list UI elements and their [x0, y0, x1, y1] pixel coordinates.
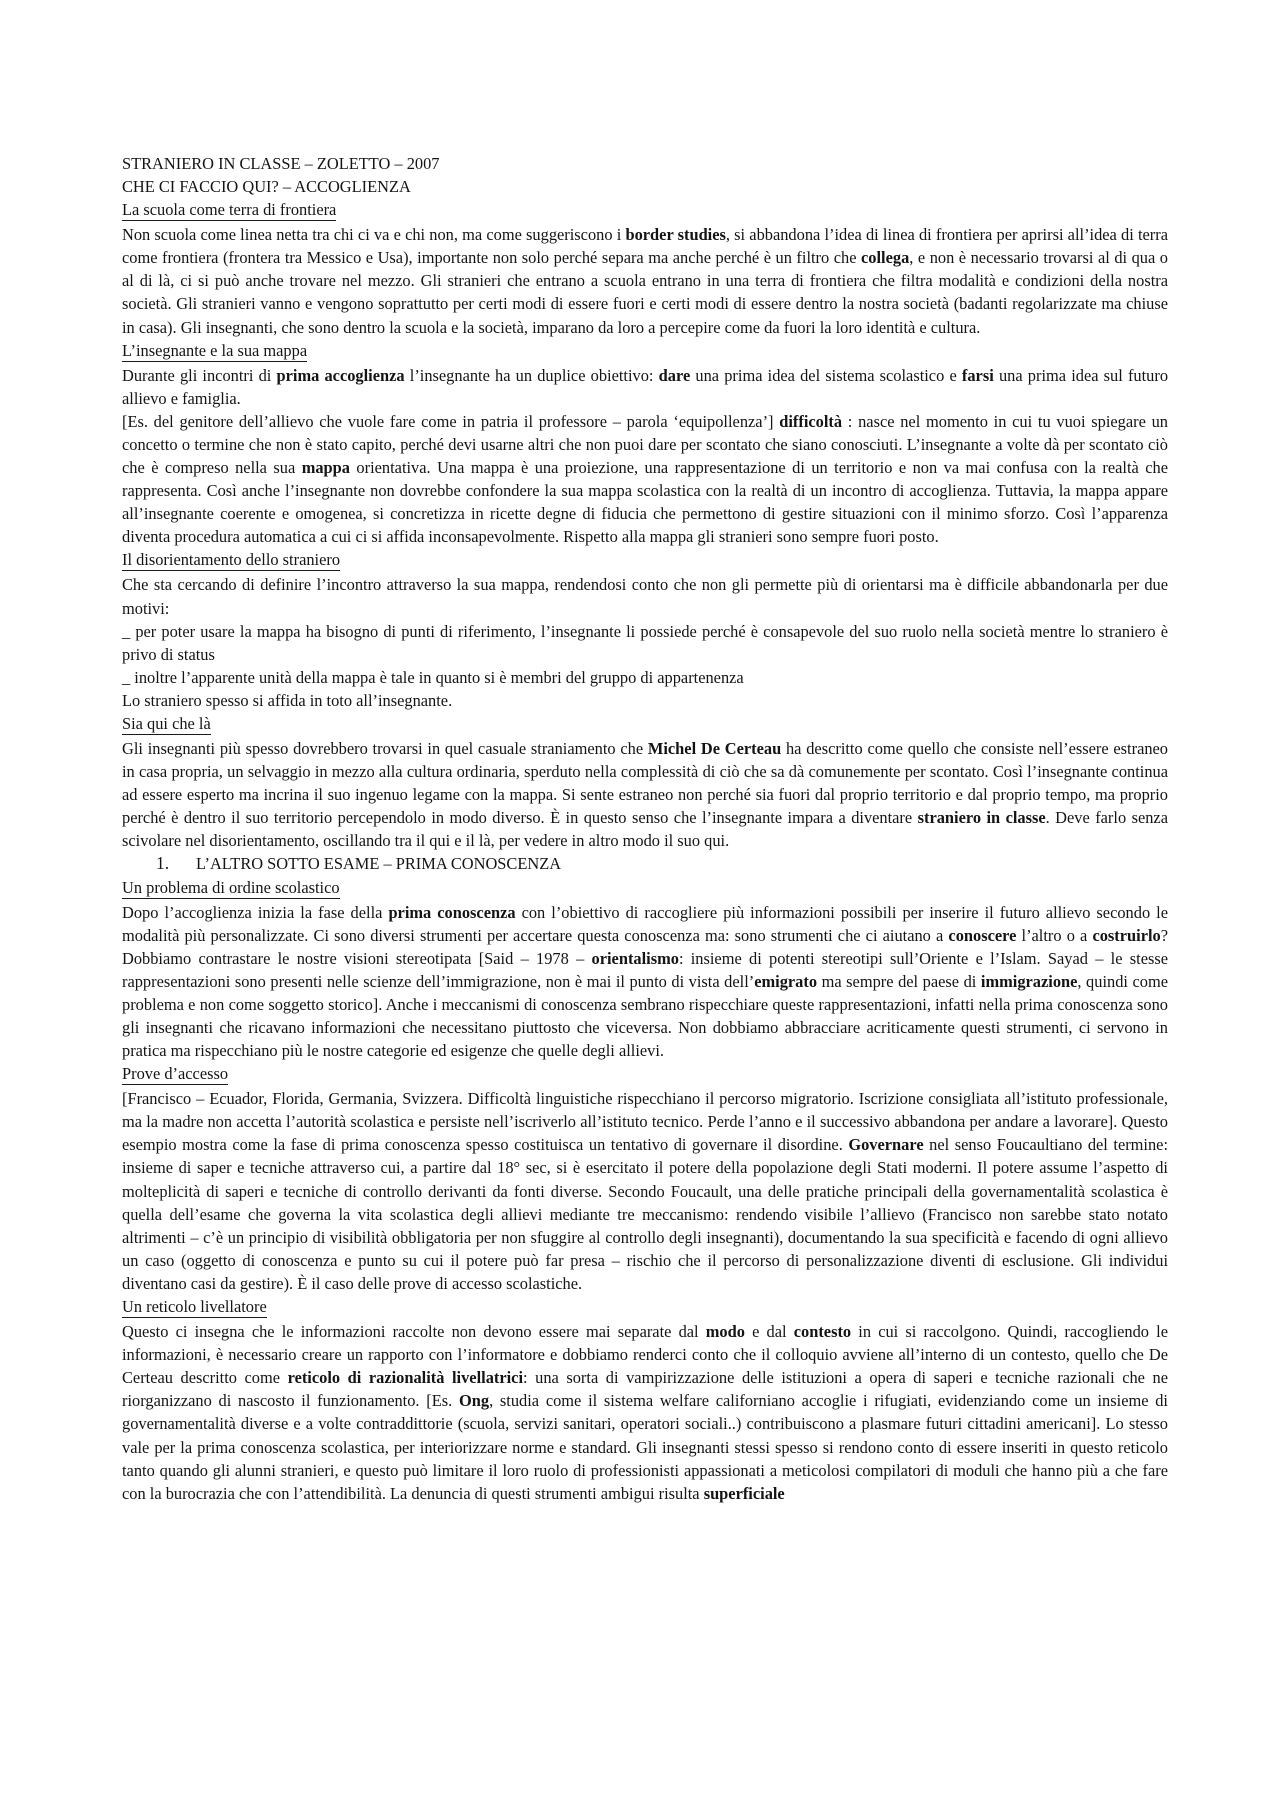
bold-term: prima accoglienza [276, 365, 405, 385]
body-paragraph: [Es. del genitore dell’allievo che vuole fare come in patria il professore – parola ‘equipollenza’] difficoltà : nasce nel momento in cui tu vuoi spiegare un concetto o termine che non è stato capito, perché devi usarne altri che non puoi dare per scontato che siano conosciuti. L’insegnante a volte dà per scontato ciò che è compreso nella sua mappa orientativa. Una mappa è una proiezione, una rappresentazione di un territorio e non va mai confusa con la realtà che rappresenta. Così anche l’insegnante non dovrebbe confondere la sua mappa scolastica con la realtà di un incontro di accoglienza. Tuttavia, la mappa appare all’insegnante coerente e omogenea, si concretizza in ricette degne di fiducia che permettono di gestire situazioni con il minimo sforzo. Così l’apparenza diventa procedura automatica a cui ci si affida inconsapevolmente. Rispetto alla mappa gli stranieri sono sempre fuori posto. [122, 411, 1169, 547]
document-body [122, 198, 1168, 1505]
section-heading-wrap [122, 198, 1168, 223]
section-heading: Sia qui che là [122, 713, 211, 733]
section-heading-wrap [122, 1295, 1168, 1320]
bold-term: costruirlo [1092, 925, 1161, 945]
body-paragraph: Dopo l’accoglienza inizia la fase della prima conoscenza con l’obiettivo di raccogliere più informazioni possibili per inserire il futuro allievo secondo le modalità più personalizzate. Ci sono diversi strumenti per accertare questa conoscenza ma: sono strumenti che ci aiutano a conoscere l’altro o a costruirlo? Dobbiamo contrastare le nostre visioni stereotipata [Said – 1978 – orientalismo: insieme di potenti stereotipi sull’Oriente e l’Islam. Sayad – le stesse rappresentazioni sono presenti nelle scienze dell’immigrazione, non è mai il punto di vista dell’emigrato ma sempre del paese di immigrazione, quindi come problema e non come soggetto storico]. Anche i meccanismi di conoscenza sembrano rispecchiare queste rappresentazioni, infatti nella prima conoscenza sono gli insegnanti che ricavano informazioni che necessitano piuttosto che viceversa. Non dobbiamo abbracciare acriticamente questi strumenti, ci servono in pratica ma rispecchiano più le nostre categorie ed esigenze che quelle degli allievi. [122, 902, 1169, 1061]
document-page [122, 152, 1168, 1505]
bold-term: dare [658, 365, 691, 385]
section-heading: Un problema di ordine scolastico [122, 877, 340, 897]
bold-term: orientalismo [591, 948, 679, 968]
bold-term: emigrato [754, 971, 818, 991]
section-heading-wrap [122, 876, 1168, 901]
body-paragraph: Questo ci insegna che le informazioni raccolte non devono essere mai separate dal modo e dal contesto in cui si raccolgono. Quindi, raccogliendo le informazioni, è necessario creare un rapporto con l’informatore e dobbiamo renderci conto che il colloquio avviene all’interno di un contesto, quello che De Certeau descritto come reticolo di razionalità livellatrici: una sorta di vampirizzazione delle istituzioni a opera di saperi e tecniche razionali che ne riorganizzano di nascosto il funzionamento. [Es. Ong, studia come il sistema welfare californiano accoglie i rifugiati, evidenziando come un insieme di governamentalità diverse e a volte contraddittorie (scuola, servizi sanitari, operatori sociali..) contribuiscono a plasmare futuri cittadini americani]. Lo stesso vale per la prima conoscenza scolastica, per interiorizzare norme e standard. Gli insegnanti stessi spesso si rendono conto di essere inseriti in questo reticolo tanto quando gli alunni stranieri, e questo può limitare il loro ruolo di professionisti appassionati a meticolosi compilatori di moduli che hanno più a che fare con la burocrazia che con l’attendibilità. La denuncia di questi strumenti ambigui risulta superficiale [122, 1322, 1168, 1503]
bold-term: Michel De Certeau [647, 738, 782, 758]
body-paragraph: Non scuola come linea netta tra chi ci va e chi non, ma come suggeriscono i border studies, si abbandona l’idea di linea di frontiera per aprirsi all’idea di terra come frontiera (frontera tra Messico e Usa), importante non solo perché separa ma anche perché è un filtro che collega, e non è necessario trovarsi al di qua o al di là, ci si può anche trovare nel mezzo. Gli stranieri che entrano a scuola entrano in una terra di frontiera che filtra modalità e condizioni della nostra società. Gli stranieri vanno e vengono soprattutto per certi modi di essere fuori e certi modi di essere dentro la nostra società (badanti regolarizzate ma chiuse in casa). Gli insegnanti, che sono dentro la scuola e la società, imparano da loro a percepire come da fuori la loro identità e cultura. [122, 225, 1168, 337]
bold-term: Ong [459, 1391, 490, 1411]
section-heading-wrap [122, 1062, 1168, 1087]
body-paragraph: Lo straniero spesso si affida in toto all’insegnante. [122, 690, 453, 710]
bold-term: modo [705, 1322, 745, 1342]
bold-term: difficoltà [779, 411, 843, 431]
body-paragraph: Durante gli incontri di prima accoglienza l’insegnante ha un duplice obiettivo: dare una prima idea del sistema scolastico e farsi una prima idea sul futuro allievo e famiglia. [122, 365, 1169, 408]
section-heading: L’insegnante e la sua mappa [122, 340, 308, 360]
bold-term: prima conoscenza [388, 902, 516, 922]
bold-term: straniero in classe [917, 808, 1046, 828]
section-heading-wrap [122, 548, 1168, 573]
section-heading: Il disorientamento dello straniero [122, 550, 341, 570]
section-heading: Un reticolo livellatore [122, 1297, 267, 1317]
body-paragraph: Gli insegnanti più spesso dovrebbero trovarsi in quel casuale straniamento che Michel De Certeau ha descritto come quello che consiste nell’essere estraneo in casa propria, un selvaggio in mezzo alla cultura ordinaria, sperduto nella complessità di ciò che sa dà comunemente per scontato. Così l’insegnante continua ad essere esperto ma incrina il suo ingenuo legame con la mappa. Si sente estraneo non perché sia fuori dal proprio territorio e dal proprio tempo, ma proprio perché è dentro il suo territorio percependolo in modo diverso. È in questo senso che l’insegnante impara a diventare straniero in classe. Deve farlo senza scivolare nel disorientamento, oscillando tra il qui e il là, per vedere in altro modo il suo qui. [122, 738, 1169, 851]
chapter-title: CHE CI FACCIO QUI? – ACCOGLIENZA [122, 177, 411, 197]
bold-term: superficiale [703, 1483, 785, 1503]
bold-term: farsi [961, 365, 994, 385]
section-heading-wrap [122, 712, 1168, 737]
bold-term: reticolo di razionalità livellatrici [287, 1368, 524, 1388]
chapter-heading-text: L’ALTRO SOTTO ESAME – PRIMA CONOSCENZA [196, 854, 562, 874]
body-paragraph: _ inoltre l’apparente unità della mappa è tale in quanto si è membri del gruppo di appartenenza [122, 667, 744, 687]
bold-term: border studies [625, 225, 726, 245]
body-paragraph: _ per poter usare la mappa ha bisogno di punti di riferimento, l’insegnante li possiede perché è consapevole del suo ruolo nella società mentre lo straniero è privo di status [122, 621, 1168, 664]
numbered-chapter-heading [122, 852, 1168, 875]
section-heading: Prove d’accesso [122, 1064, 229, 1084]
bold-term: collega [861, 248, 910, 268]
bold-term: mappa [301, 458, 350, 478]
body-paragraph: Che sta cercando di definire l’incontro attraverso la sua mappa, rendendosi conto che non gli permette più di orientarsi ma è difficile abbandonarla per due motivi: [122, 575, 1168, 618]
bold-term: immigrazione [980, 971, 1078, 991]
bold-term: conoscere [948, 925, 1017, 945]
bold-term: contesto [793, 1322, 852, 1342]
section-heading: La scuola come terra di frontiera [122, 200, 337, 220]
body-paragraph: [Francisco – Ecuador, Florida, Germania, Svizzera. Difficoltà linguistiche rispecchiano il percorso migratorio. Iscrizione consigliata all’istituto professionale, ma la madre non accetta l’autorità scolastica e persiste nell’iscriverlo all’istituto tecnico. Perde l’anno e il successivo abbandona per andare a lavorare]. Questo esempio mostra come la fase di prima conoscenza spesso costituisca un tentativo di governare il disordine. Governare nel senso Foucaultiano del termine: insieme di saper e tecniche attraverso cui, a partire dal 18° sec, si è esercitato il potere della popolazione degli Stati moderni. Il potere assume l’aspetto di molteplicità di saperi e tecniche di controllo derivanti da fonti diverse. Secondo Foucault, una delle pratiche principali della governamentalità scolastica è quella dell’esame che governa la vita scolastica degli allievi mediante tre meccanismo: rendendo visibile l’allievo (Francisco non sarebbe stato notato altrimenti – c’è un principio di visibilità obbligatoria per non sfuggire al controllo degli insegnanti), documentando la sua specificità e facendo di ogni allievo un caso (oggetto di conoscenza e punto su cui il potere può far presa – rischio che il percorso di personalizzazione diventi di esclusione. Gli individui diventano casi da gestire). È il caso delle prove di accesso scolastiche. [122, 1089, 1169, 1293]
chapter-number: 1. [156, 853, 170, 874]
section-heading-wrap [122, 339, 1168, 364]
bold-term: Governare [848, 1135, 924, 1155]
document-title: STRANIERO IN CLASSE – ZOLETTO – 2007 [122, 154, 440, 173]
